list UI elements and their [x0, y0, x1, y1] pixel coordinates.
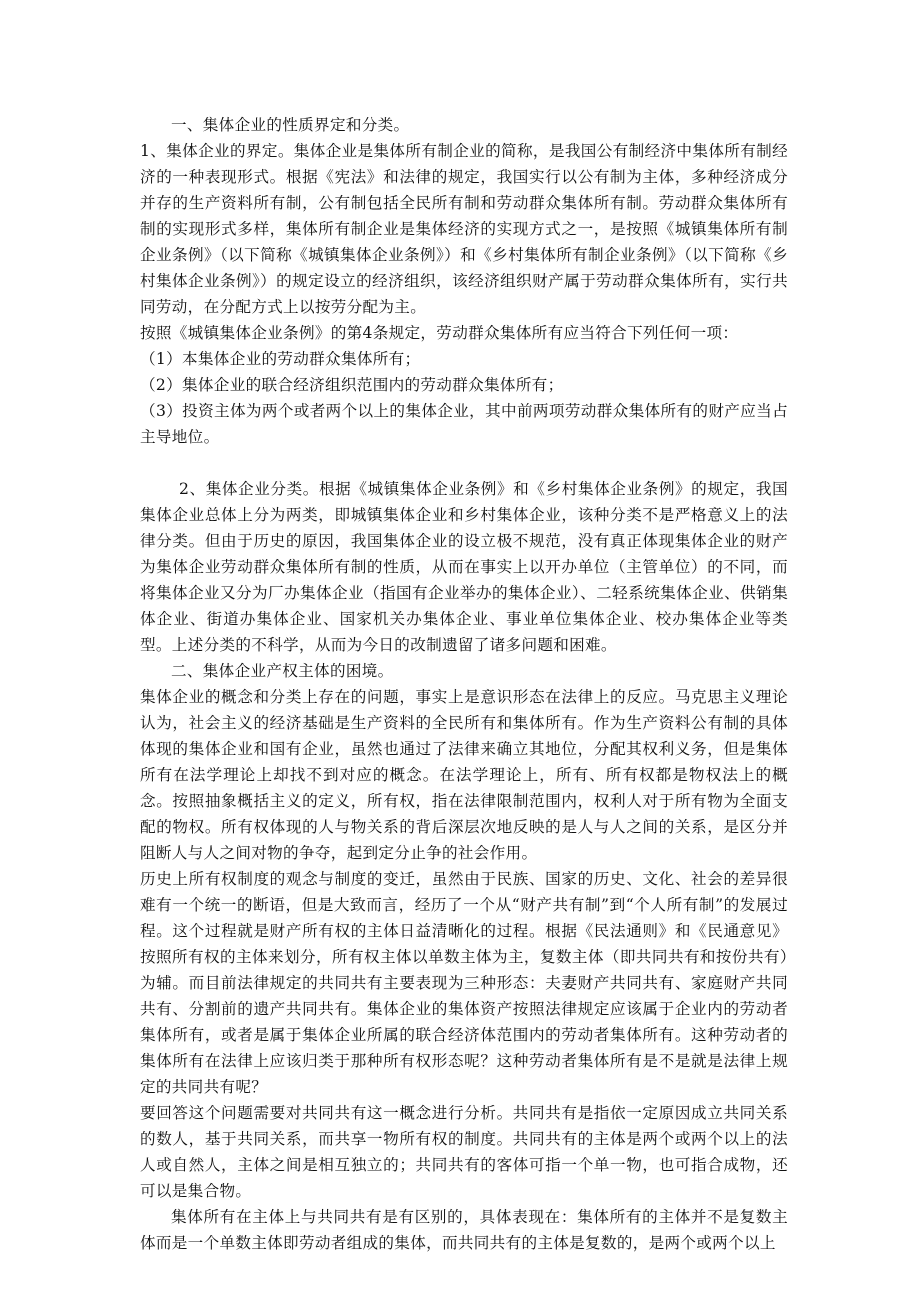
section-heading-1: 一、集体企业的性质界定和分类。	[171, 116, 410, 134]
list-item-3: （3）投资主体为两个或者两个以上的集体企业，其中前两项劳动群众集体所有的财产应当占主导地位。	[140, 402, 788, 446]
paragraph-definition: 1、集体企业的界定。集体企业是集体所有制企业的简称，是我国公有制经济中集体所有制经济的一种表现形式。根据《宪法》和法律的规定，我国实行以公有制为主体，多种经济成分并存的生产资料所有制，公有制包括全民所有制和劳动群众集体所有制。劳动群众集体所有制的实现形式多样，集体所有制企业是集体经济的实现方式之一，是按照《城镇集体所有制企业条例》（以下简称《城镇集体企业条例》）和《乡村集体所有制企业条例》（以下简称《乡村集体企业条例》）的规定设立的经济组织，该经济组织财产属于劳动群众集体所有，实行共同劳动，在分配方式上以按劳分配为主。	[140, 142, 788, 316]
paragraph-classification: 2、集体企业分类。根据《城镇集体企业条例》和《乡村集体企业条例》的规定，我国集体企业总体上分为两类，即城镇集体企业和乡村集体企业，该种分类不是严格意义上的法律分类。但由于历史的原因，我国集体企业的设立极不规范，没有真正体现集体企业的财产为集体企业劳动群众集体所有制的性质，从而在事实上以开办单位（主管单位）的不同，而将集体企业又分为厂办集体企业（指国有企业举办的集体企业）、二轻系统集体企业、供销集体企业、街道办集体企业、国家机关办集体企业、事业单位集体企业、校办集体企业等类型。上述分类的不科学，从而为今日的改制遗留了诸多问题和困难。	[140, 480, 788, 654]
paragraph-article-4: 按照《城镇集体企业条例》的第4条规定，劳动群众集体所有应当符合下列任何一项：	[140, 324, 739, 342]
paragraph-ideology: 集体企业的概念和分类上存在的问题，事实上是意识形态在法律上的反应。马克思主义理论认为，社会主义的经济基础是生产资料的全民所有和集体所有。作为生产资料公有制的具体体现的集体企业和国有企业，虽然也通过了法律来确立其地位，分配其权利义务，但是集体所有在法学理论上却找不到对应的概念。在法学理论上，所有、所有权都是物权法上的概念。按照抽象概括主义的定义，所有权，指在法律限制范围内，权利人对于所有物为全面支配的物权。所有权体现的人与物关系的背后深层次地反映的是人与人之间的关系，是区分并阻断人与人之间对物的争夺，起到定分止争的社会作用。	[140, 688, 788, 862]
paragraph-history: 历史上所有权制度的观念与制度的变迁，虽然由于民族、国家的历史、文化、社会的差异很难有一个统一的断语，但是大致而言，经历了一个从“财产共有制”到“个人所有制”的发展过程。这个过程就是财产所有权的主体日益清晰化的过程。根据《民法通则》和《民通意见》按照所有权的主体来划分，所有权主体以单数主体为主，复数主体（即共同共有和按份共有）为辅。而目前法律规定的共同共有主要表现为三种形态：夫妻财产共同共有、家庭财产共同共有、分割前的遗产共同共有。集体企业的集体资产按照法律规定应该属于企业内的劳动者集体所有，或者是属于集体企业所属的联合经济体范围内的劳动者集体所有。这种劳动者的集体所有在法律上应该归类于那种所有权形态呢？这种劳动者集体所有是不是就是法律上规定的共同共有呢？	[140, 870, 788, 1096]
section-heading-2: 二、集体企业产权主体的困境。	[171, 662, 394, 680]
list-item-2: （2）集体企业的联合经济组织范围内的劳动群众集体所有；	[140, 376, 564, 394]
paragraph-difference: 集体所有在主体上与共同共有是有区别的，具体表现在：集体所有的主体并不是复数主体而是一个单数主体即劳动者组成的集体，而共同共有的主体是复数的，是两个或两个以上	[140, 1208, 788, 1252]
paragraph-joint-ownership: 要回答这个问题需要对共同共有这一概念进行分析。共同共有是指依一定原因成立共同关系的数人，基于共同关系，而共享一物所有权的制度。共同共有的主体是两个或两个以上的法人或自然人，主体之间是相互独立的；共同共有的客体可指一个单一物，也可指合成物，还可以是集合物。	[140, 1104, 788, 1200]
list-item-1: （1）本集体企业的劳动群众集体所有；	[140, 350, 421, 368]
blank-line	[140, 450, 788, 476]
